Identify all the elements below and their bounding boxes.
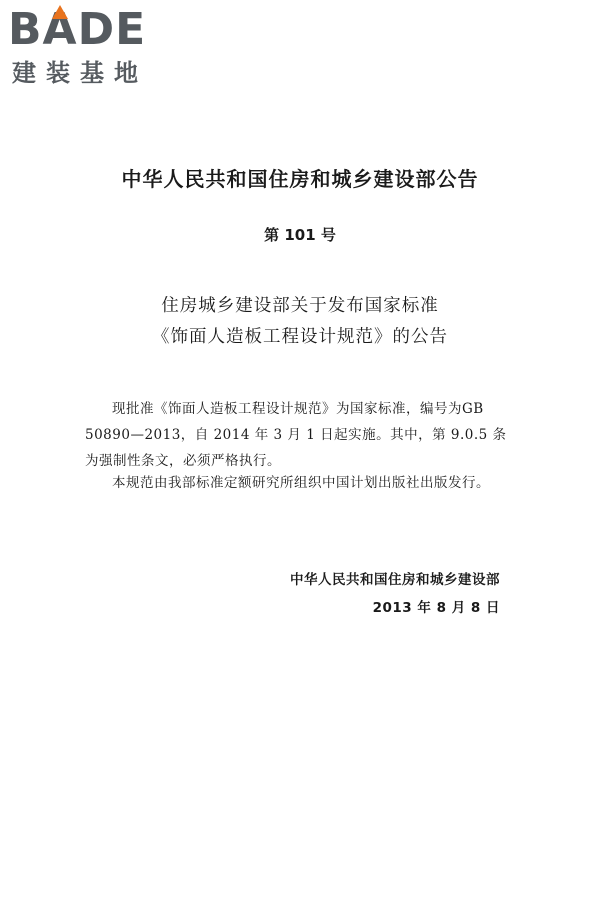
paragraph-2-text: 本规范由我部标准定额研究所组织中国计划出版社出版发行。 — [112, 475, 490, 491]
issue-date: 2013 年 8 月 8 日 — [372, 600, 500, 616]
document-title: 中华人民共和国住房和城乡建设部公告 — [121, 167, 479, 191]
logo-letter-b: B — [8, 4, 43, 55]
logo-letter-a-text: A — [42, 4, 78, 55]
logo-accent-triangle-icon — [52, 5, 68, 19]
logo-subtitle: 建装基地 — [12, 59, 148, 87]
body-paragraph-1 — [85, 396, 515, 474]
logo-wordmark — [8, 6, 146, 54]
notice-subtitle-line2: 《饰面人造板工程设计规范》的公告 — [152, 327, 448, 347]
logo-letter-a — [43, 4, 78, 55]
notice-number: 第 101 号 — [264, 226, 336, 244]
paragraph-1-text: 现批准《饰面人造板工程设计规范》为国家标准，编号为GB 50890—2013，自 2014 年 3 月 1 日起实施。其中，第 9.0.5 条为强制性条文，必须严格执行。 — [85, 401, 507, 469]
body-paragraph-2 — [85, 470, 515, 496]
issuer-signature: 中华人民共和国住房和城乡建设部 — [290, 572, 500, 588]
notice-subtitle-line1: 住房城乡建设部关于发布国家标准 — [161, 296, 439, 316]
bade-logo — [8, 6, 178, 92]
logo-letters-de: DE — [77, 4, 147, 55]
